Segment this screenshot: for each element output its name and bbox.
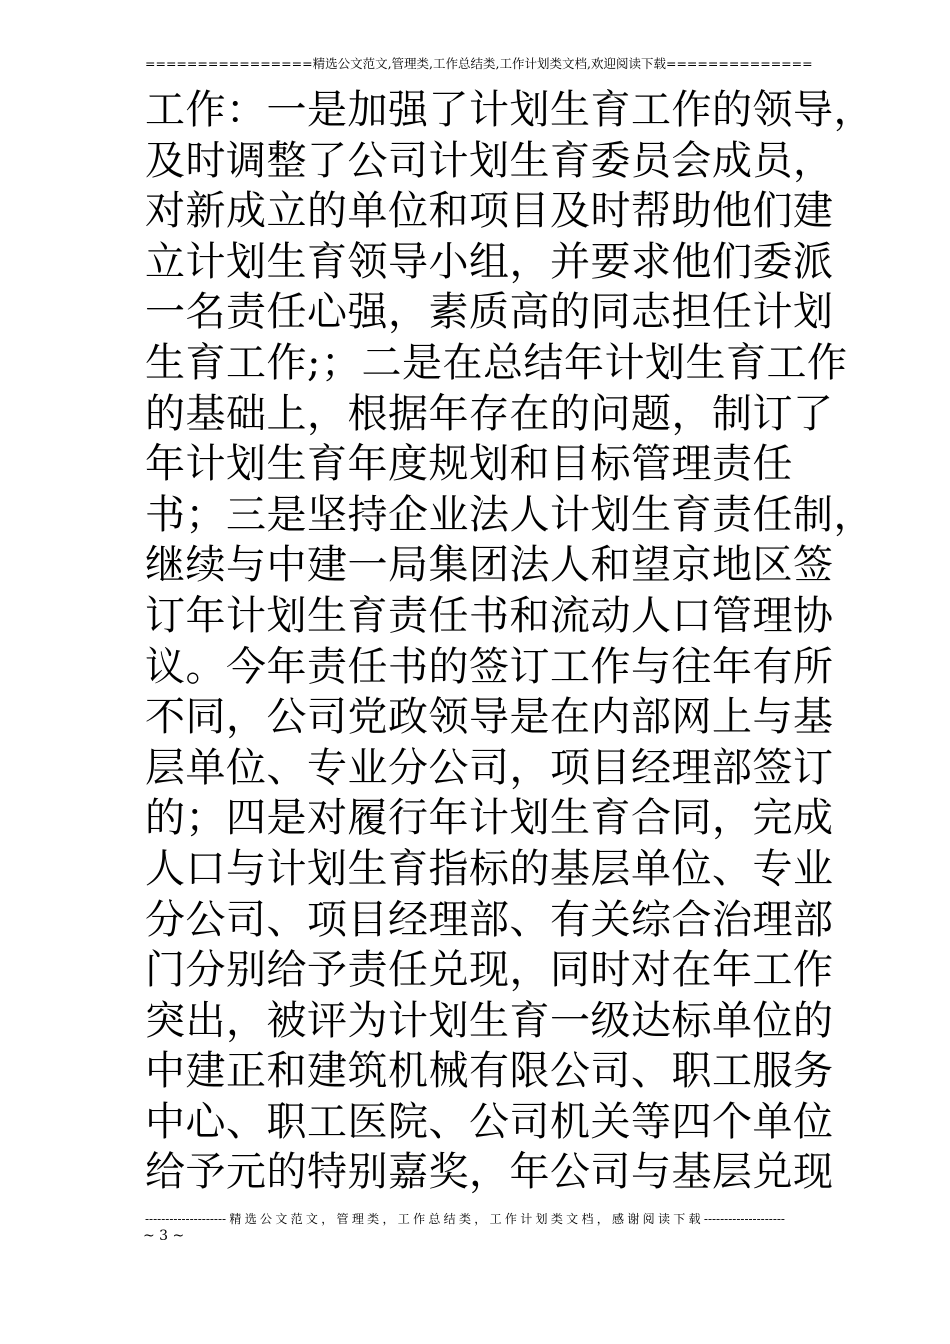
body-line: 生育工作;；二是在总结年计划生育工作 <box>145 339 848 386</box>
body-line: 人口与计划生育指标的基层单位、专业 <box>145 845 834 892</box>
body-line: 层单位、专业分公司，项目经理部签订 <box>145 744 834 791</box>
body-line: 一名责任心强，素质高的同志担任计划 <box>145 289 834 336</box>
body-line: 工作：一是加强了计划生育工作的领导， <box>145 87 874 133</box>
body-line: 中建正和建筑机械有限公司、职工服务 <box>145 1048 834 1095</box>
body-line: 给予元的特别嘉奖，年公司与基层兑现 <box>145 1149 834 1196</box>
page-number: ~ 3 ~ <box>143 1228 185 1244</box>
body-line: 订年计划生育责任书和流动人口管理协 <box>145 592 834 639</box>
body-line: 议。今年责任书的签订工作与往年有所 <box>145 643 834 690</box>
page-header: ================精选公文范文,管理类,工作总结类,工作计划类文档,欢迎阅读下载============== <box>145 56 813 71</box>
body-line: 书；三是坚持企业法人计划生育责任制， <box>145 491 874 538</box>
body-line: 的基础上，根据年存在的问题，制订了 <box>145 390 834 437</box>
body-line: 突出，被评为计划生育一级达标单位的 <box>145 997 834 1044</box>
page-footer: --------------------精选公文范文，管理类，工作总结类，工作计划类文档，感谢阅读下载-------------------- <box>145 1212 785 1226</box>
body-line: 及时调整了公司计划生育委员会成员， <box>145 137 834 184</box>
body-line: 分公司、项目经理部、有关综合治理部 <box>145 896 834 943</box>
body-line: 对新成立的单位和项目及时帮助他们建 <box>145 188 834 235</box>
body-line: 继续与中建一局集团法人和望京地区签 <box>145 542 834 589</box>
body-line: 立计划生育领导小组，并要求他们委派 <box>145 238 834 285</box>
body-line: 中心、职工医院、公司机关等四个单位 <box>145 1098 834 1145</box>
body-line: 的；四是对履行年计划生育合同，完成 <box>145 795 834 842</box>
document-body <box>145 85 874 1198</box>
body-line: 不同，公司党政领导是在内部网上与基 <box>145 694 834 741</box>
body-line: 年计划生育年度规划和目标管理责任 <box>145 441 793 488</box>
body-line: 门分别给予责任兑现，同时对在年工作 <box>145 947 834 994</box>
